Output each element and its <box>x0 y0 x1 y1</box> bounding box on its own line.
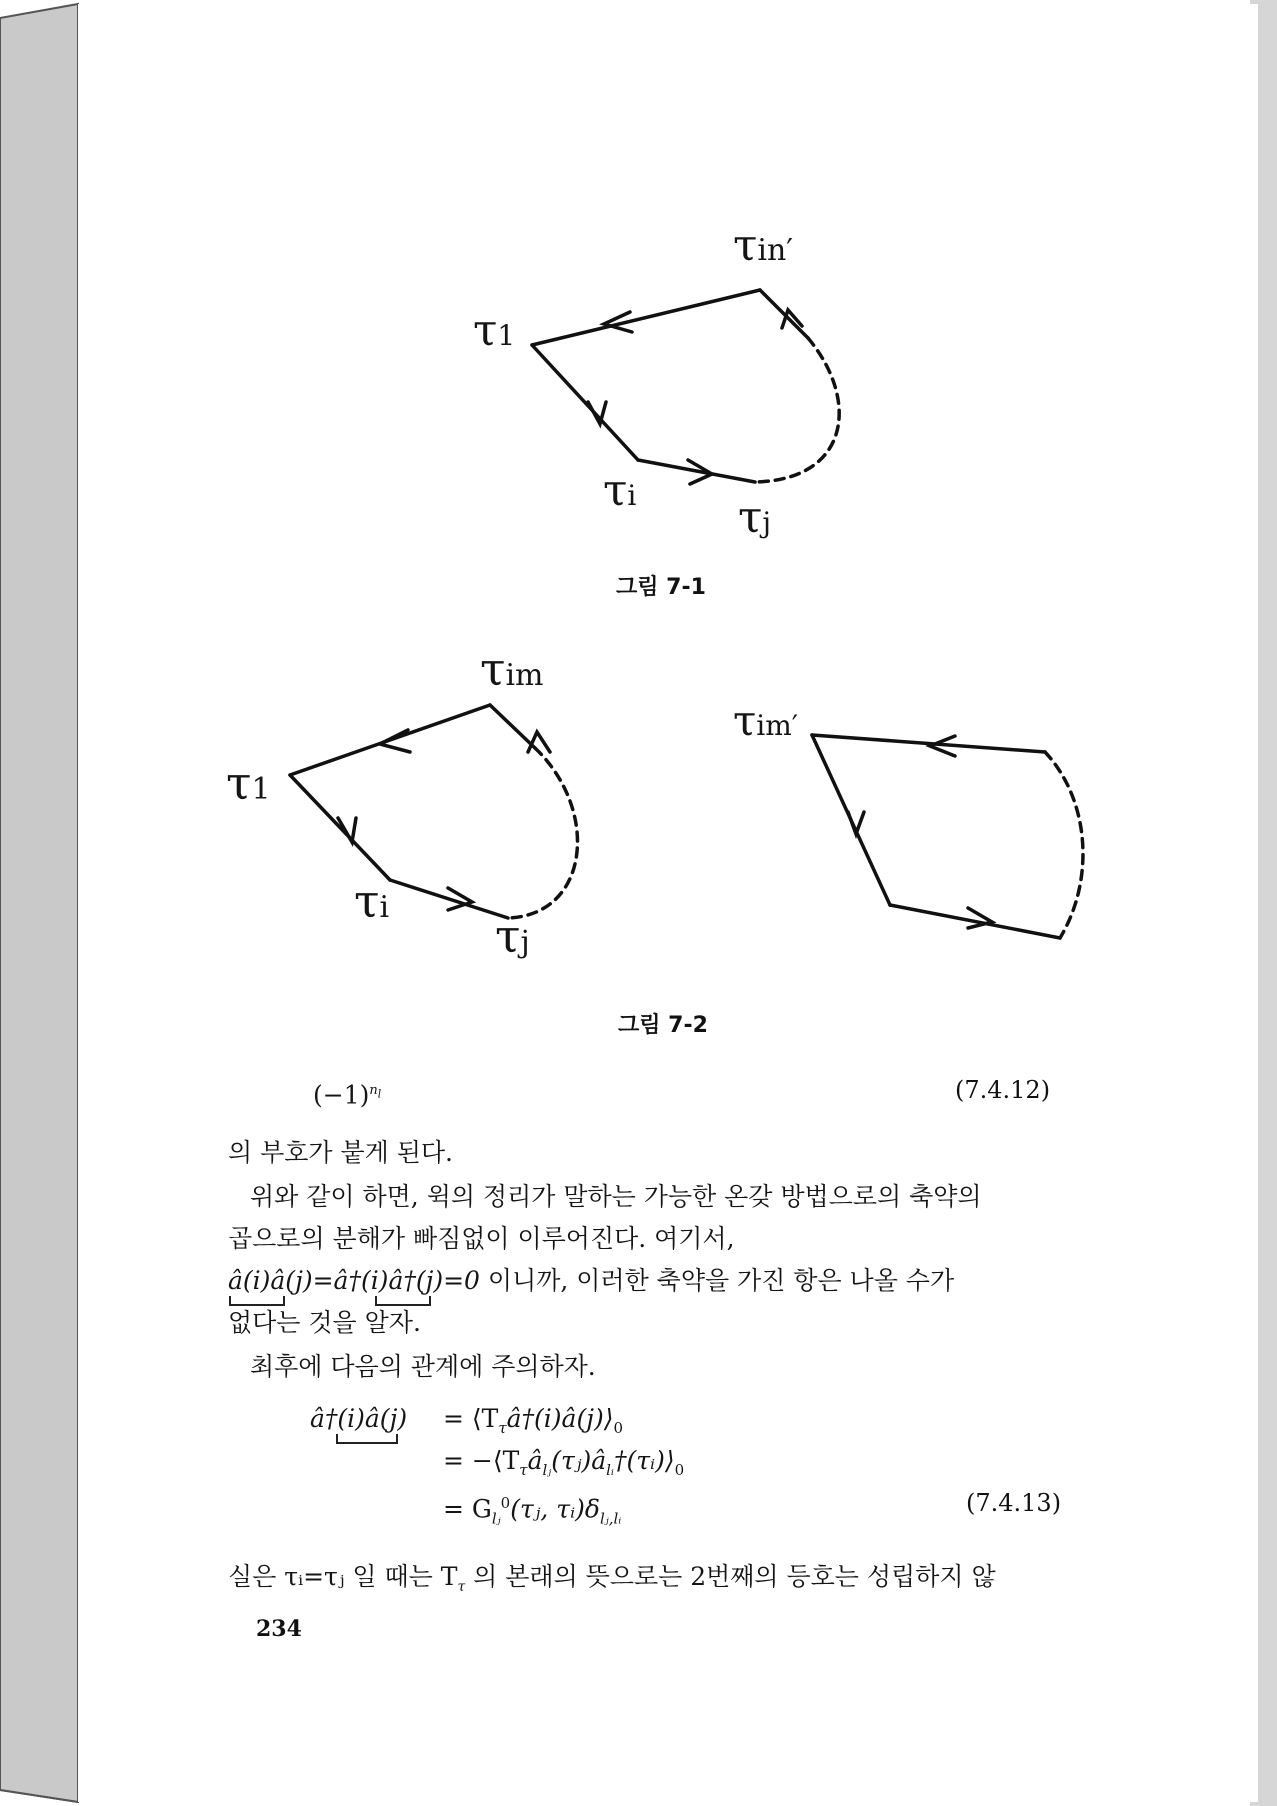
fig2-right-arrow-left <box>848 812 864 834</box>
equation-7-4-13-number: (7.4.13) <box>966 1489 1062 1517</box>
paragraph-6: 최후에 다음의 관계에 주의하자. <box>250 1352 596 1381</box>
fig1-label-tau1: τ1 <box>473 305 516 356</box>
fig1-label-tau-in: τin′ <box>733 220 794 271</box>
equation-7-4-13-lhs: â†(i)â(j) <box>310 1404 408 1433</box>
fig2-right-edge-bottom <box>890 905 1060 938</box>
fig2-left-label-tau-i: τi <box>354 874 390 928</box>
fig1-label-tau-i: τi <box>603 465 637 516</box>
fig2-left-label-tau1: τ1 <box>226 756 271 810</box>
page-number: 234 <box>256 1616 302 1642</box>
fig2-left-edge-right <box>490 705 535 748</box>
fig2-right-edge-top <box>812 735 1045 752</box>
fig2-left-dashed-arc <box>508 748 577 918</box>
fig2-left-edge-bottom <box>390 880 508 918</box>
paragraph-2: 위와 같이 하면, 윅의 정리가 말하는 가능한 온갖 방법으로의 축약의 <box>250 1182 982 1211</box>
fig2-right-dashed-arc <box>1045 752 1083 938</box>
fig2-left-arrow-right <box>528 732 550 752</box>
contraction-bracket-2 <box>375 1296 431 1306</box>
paragraph-5: 없다는 것을 알자. <box>228 1308 421 1337</box>
fig2-left-label-tau-im: τim <box>480 642 544 696</box>
fig2-right-label-tau-im: τim′ <box>733 696 799 745</box>
equation-7-4-13-line1: = $⟨T_\tau â\dagger(i)â(j)⟩_0$ <box>443 1404 624 1437</box>
paragraph-7: 실은 τᵢ=τⱼ 일 때는 $T_\tau$ 의 본래의 뜻으로는 2번째의 등호는 성립하지 않 <box>228 1562 996 1595</box>
book-page <box>78 4 1258 1802</box>
fig1-label-tau-j: τj <box>738 492 772 543</box>
contraction-bracket-1 <box>229 1296 285 1306</box>
figure-7-2 <box>78 4 1258 1004</box>
contraction-bracket-3 <box>336 1434 398 1444</box>
paragraph-1: 의 부호가 붙게 된다. <box>228 1138 453 1167</box>
fig2-left-edge-left <box>290 775 390 880</box>
figure-7-1-caption: 그림 7-1 <box>616 575 706 600</box>
equation-7-4-12-number: (7.4.12) <box>955 1076 1051 1104</box>
equation-7-4-12: $(-1)^{n_l}$ <box>313 1080 382 1110</box>
figure-7-2-caption: 그림 7-2 <box>618 1013 708 1038</box>
fig2-left-label-tau-j: τj <box>495 909 530 963</box>
paragraph-4: â(i)â(j)=â†(i)â†(j)=0 이니까, 이러한 축약을 가진 항은 나올 수가 <box>228 1266 955 1295</box>
equation-7-4-13-line2: = $-⟨T_\tau â_{lⱼ}(\tau ⱼ)â_{lᵢ}\dagger(\tau ᵢ)⟩_0$ <box>443 1446 685 1479</box>
equation-7-4-13-line3: = $G_{lⱼ}^0(\tau ⱼ$, $\tau ᵢ)\delta_{lⱼ,lᵢ}$ <box>443 1494 622 1528</box>
contraction-a-a: â(i)â(j) <box>228 1266 313 1295</box>
paragraph-3: 곱으로의 분해가 빠짐없이 이루어진다. 여기서, <box>228 1224 735 1253</box>
